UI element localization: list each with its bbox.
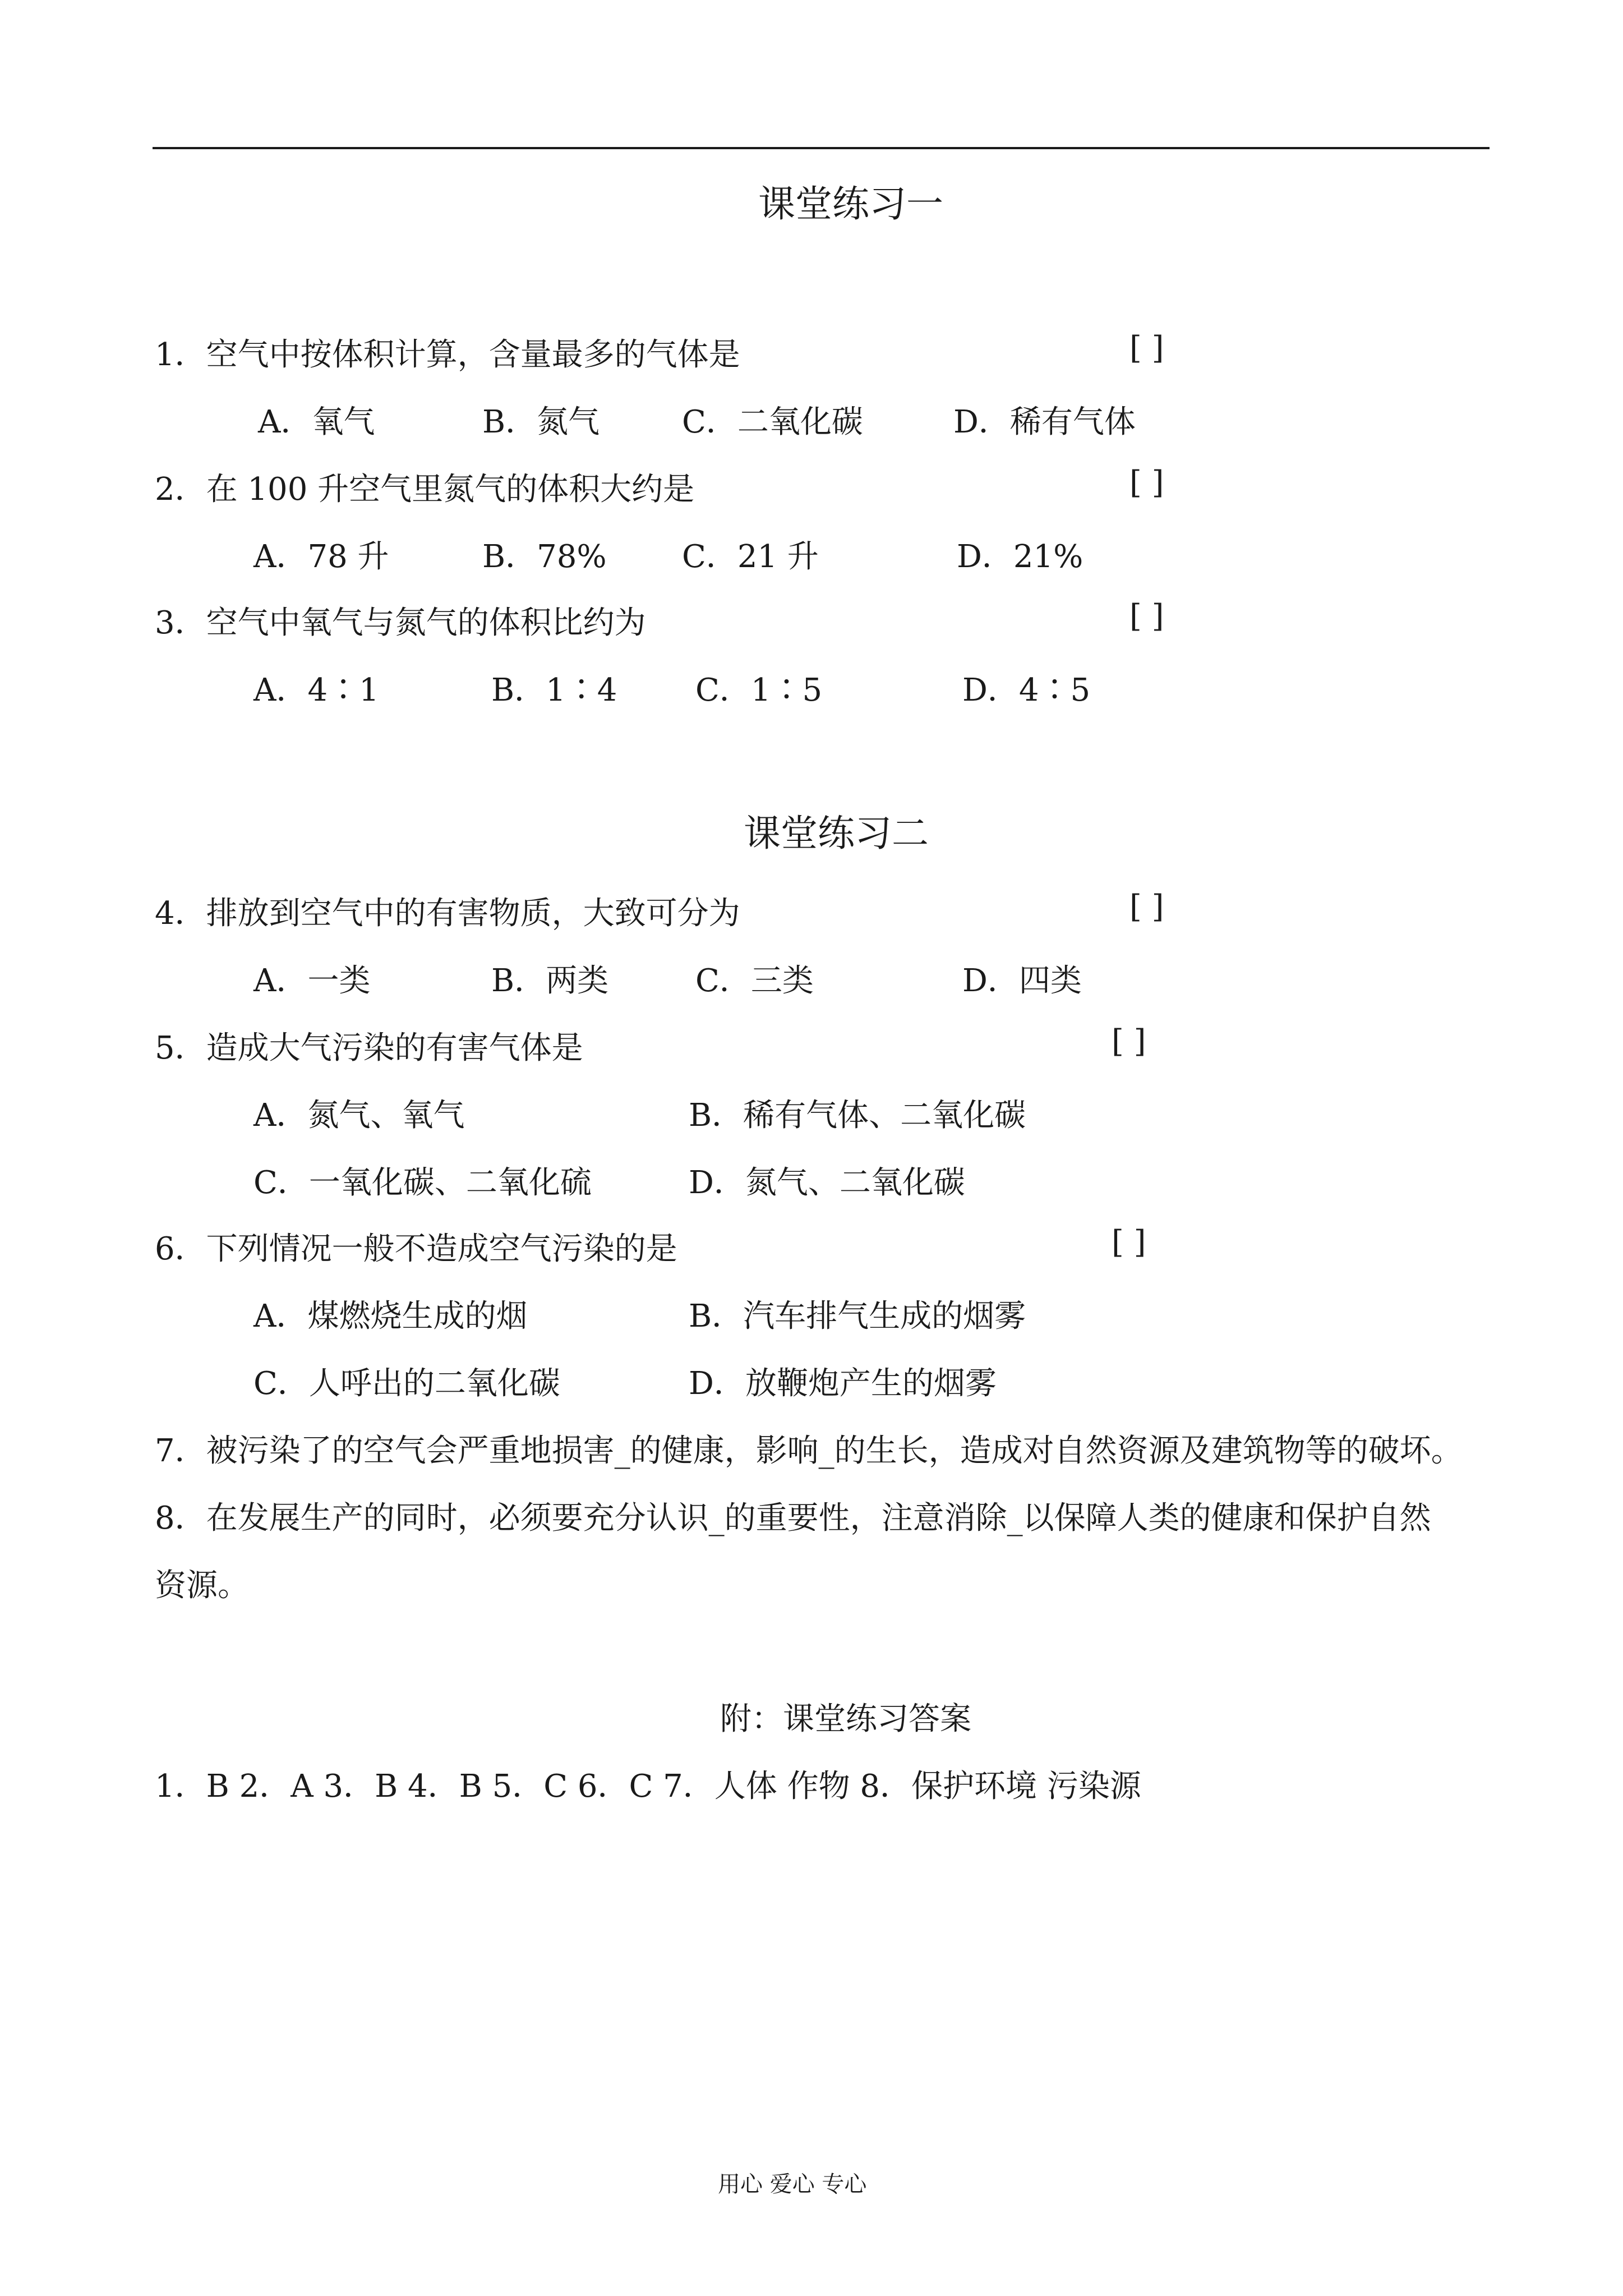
question-8-line-2: 资源。: [155, 1567, 249, 1604]
question-5: 5．造成大气污染的有害气体是: [155, 1030, 583, 1066]
option-5a: A．氮气、氧气: [253, 1097, 465, 1134]
answer-key: 1．B 2．A 3．B 4．B 5．C 6．C 7．人体 作物 8．保护环境 污染源: [155, 1768, 1141, 1805]
header-rule: [153, 147, 1490, 149]
option-6c: C．人呼出的二氧化碳: [253, 1365, 560, 1402]
option-1a: A．氧气: [258, 404, 375, 440]
section-title-2: 课堂练习二: [744, 812, 929, 855]
option-3b: B．1∶4: [491, 672, 617, 708]
option-2b: B．78%: [482, 539, 607, 575]
question-4: 4．排放到空气中的有害物质，大致可分为: [155, 895, 740, 932]
option-2a: A．78 升: [253, 539, 389, 575]
option-4b: B．两类: [491, 963, 609, 999]
option-3a: A．4∶1: [253, 672, 379, 708]
option-6a: A．煤燃烧生成的烟: [253, 1298, 528, 1335]
question-6: 6．下列情况一般不造成空气污染的是: [155, 1231, 677, 1267]
option-4a: A．一类: [253, 963, 371, 999]
answer-bracket-5[interactable]: [ ]: [1112, 1023, 1146, 1060]
question-3: 3．空气中氧气与氮气的体积比约为: [155, 605, 646, 641]
option-5b: B．稀有气体、二氧化碳: [689, 1097, 1026, 1134]
option-4c: C．三类: [695, 963, 814, 999]
option-6b: B．汽车排气生成的烟雾: [689, 1298, 1026, 1335]
answer-key-title: 附：课堂练习答案: [720, 1701, 971, 1737]
option-1b: B．氮气: [482, 404, 600, 440]
question-1: 1．空气中按体积计算，含量最多的气体是: [155, 337, 740, 373]
option-5d: D．氮气、二氧化碳: [689, 1165, 965, 1201]
option-2c: C．21 升: [682, 539, 819, 575]
question-7: 7．被污染了的空气会严重地损害_的健康，影响_的生长，造成对自然资源及建筑物等的破坏。: [155, 1433, 1463, 1469]
option-2d: D．21%: [957, 539, 1083, 575]
option-6d: D．放鞭炮产生的烟雾: [689, 1365, 997, 1402]
page-footer: 用心 爱心 专心: [718, 2171, 867, 2197]
option-5c: C．一氧化碳、二氧化硫: [253, 1165, 592, 1201]
answer-bracket-4[interactable]: [ ]: [1129, 889, 1164, 925]
answer-bracket-6[interactable]: [ ]: [1112, 1224, 1146, 1260]
answer-bracket-1[interactable]: [ ]: [1129, 330, 1164, 366]
question-2: 2．在 100 升空气里氮气的体积大约是: [155, 471, 695, 508]
option-1c: C．二氧化碳: [682, 404, 863, 440]
answer-bracket-2[interactable]: [ ]: [1129, 464, 1164, 501]
option-4d: D．四类: [962, 963, 1082, 999]
question-8-line-1: 8．在发展生产的同时，必须要充分认识_的重要性，注意消除_以保障人类的健康和保护自然: [155, 1500, 1431, 1536]
option-3d: D．4∶5: [962, 672, 1091, 708]
option-1d: D．稀有气体: [953, 404, 1136, 440]
answer-bracket-3[interactable]: [ ]: [1129, 598, 1164, 634]
option-3c: C．1∶5: [695, 672, 823, 708]
section-title-1: 课堂练习一: [758, 182, 943, 226]
